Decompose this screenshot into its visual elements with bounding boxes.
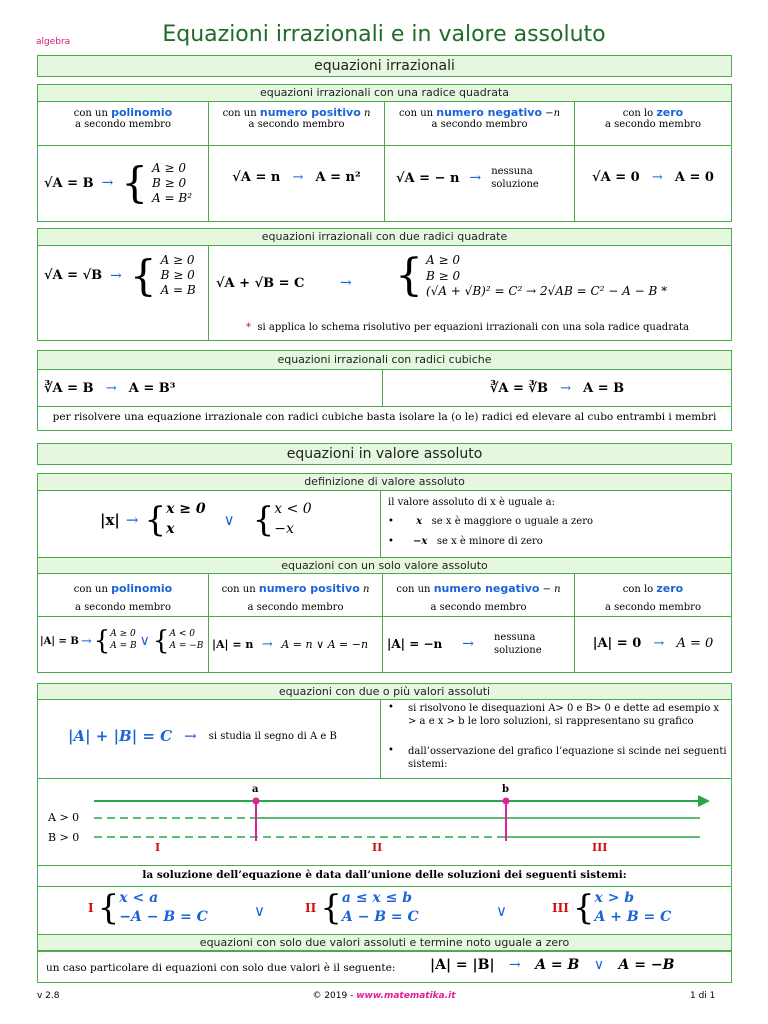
one-root-col3-head: con un numero negativo −n a secondo membro — [398, 106, 561, 130]
graph-label-b: b — [502, 784, 509, 795]
two-roots-title: equazioni irrazionali con due radici quadrate — [37, 228, 732, 246]
special-eq: |A| = |B| → A = B ∨ A = −B — [430, 957, 675, 973]
multi-bullet-1: • si risolvono le disequazioni A> 0 e B> 0 e dette ad esempio x > a e x > b le loro soluzioni, si rappresentano su grafico — [388, 702, 720, 727]
special-text: un caso particolare di equazioni con solo due valori è il seguente: — [46, 962, 396, 974]
single-c2: |A| = n → A = n ∨ A = −n — [212, 637, 369, 652]
graph-region-II: II — [372, 841, 383, 854]
section-irrazionali-title: equazioni irrazionali — [37, 55, 732, 77]
one-root-col2-head: con un numero positivo n a secondo membro — [222, 106, 371, 130]
multi-eq: |A| + |B| = C → si studia il segno di A e B — [68, 727, 337, 745]
system-III: III { x > b A + B = C — [552, 887, 672, 928]
union-text: la soluzione dell’equazione è data dall’unione delle soluzioni dei seguenti sistemi: — [142, 869, 627, 881]
definition-bullet-1: • x se x è maggiore o uguale a zero — [388, 516, 594, 527]
cubic-title: equazioni irrazionali con radici cubiche — [37, 350, 732, 370]
graph-label-a: a — [252, 784, 259, 795]
cubic-c1: ∛A = B → A = B³ — [44, 381, 176, 396]
one-root-c1: √A = B → { A ≥ 0 B ≥ 0 A = B² — [44, 158, 193, 207]
graph-region-III: III — [592, 841, 608, 854]
graph-row-A: A > 0 — [48, 811, 80, 824]
single-col4-head: con lo zero a secondo membro — [605, 582, 701, 613]
definition-intro: il valore assoluto di x è uguale a: — [388, 497, 555, 508]
sign-graph — [38, 779, 730, 865]
system-I: I { x < a −A − B = C — [88, 887, 208, 928]
topic-tag: algebra — [36, 37, 71, 47]
multi-bullet-2: • dall’osservazione del grafico l’equazione si scinde nei seguenti sistemi: — [388, 745, 727, 770]
one-root-c4: √A = 0 → A = 0 — [592, 170, 714, 185]
one-root-col4-head: con lo zero a secondo membro — [605, 106, 701, 130]
single-c4: |A| = 0 → A = 0 — [592, 636, 714, 651]
two-roots-arrow: → — [340, 275, 352, 291]
cubic-c2: ∛A = ∛B → A = B — [489, 381, 625, 396]
footer-copyright: © 2019 - www.matematika.it — [312, 991, 456, 1001]
single-col2-head: con un numero positivo n a secondo membro — [221, 582, 370, 613]
two-roots-eq2: √A + √B = C — [216, 276, 305, 291]
graph-row-B: B > 0 — [48, 831, 80, 844]
axis-arrow — [698, 795, 710, 807]
page-title: Equazioni irrazionali e in valore assoluto — [162, 22, 606, 47]
footer-page: 1 di 1 — [690, 991, 716, 1001]
or-1: ∨ — [254, 902, 265, 920]
graph-region-I: I — [155, 841, 161, 854]
two-roots-sys2: { A ≥ 0 B ≥ 0 (√A + √B)² = C² → 2√AB = C² − A − B * — [395, 250, 668, 302]
definition-formula: |x| → { x ≥ 0 x ∨ { x < 0 −x — [100, 499, 312, 540]
single-col3-head: con un numero negativo − n a secondo membro — [396, 582, 561, 613]
two-roots-c1: √A = √B → { A ≥ 0 B ≥ 0 A = B — [44, 250, 196, 300]
footer-site-link[interactable]: www.matematika.it — [356, 991, 456, 1001]
single-col1-head: con un polinomio a secondo membro — [73, 582, 173, 613]
special-title: equazioni con solo due valori assoluti e termine noto uguale a zero — [37, 934, 732, 951]
cubic-note: per risolvere una equazione irrazionale con radici cubiche basta isolare la (o le) radici ed elevare al cubo entrambi i membri — [52, 411, 717, 423]
two-roots-note: * si applica lo schema risolutivo per equazioni irrazionali con una sola radice quadrata — [246, 322, 689, 333]
footer-version: v 2.8 — [37, 991, 60, 1001]
multi-abs-title: equazioni con due o più valori assoluti — [37, 683, 732, 700]
single-abs-title: equazioni con un solo valore assoluto — [37, 557, 732, 574]
one-root-title: equazioni irrazionali con una radice quadrata — [37, 84, 732, 102]
one-root-col1-head: con un polinomio a secondo membro — [73, 106, 173, 130]
system-II: II { a ≤ x ≤ b A − B = C — [305, 887, 419, 928]
one-root-c3: √A = − n → nessuna soluzione — [396, 166, 539, 190]
one-root-c2: √A = n → A = n² — [232, 170, 361, 185]
single-c3: |A| = −n → nessuna soluzione — [387, 632, 542, 656]
section-abs-title: equazioni in valore assoluto — [37, 443, 732, 465]
definition-bullet-2: • −x se x è minore di zero — [388, 536, 543, 547]
or-2: ∨ — [496, 902, 507, 920]
single-c1: |A| = B → { A ≥ 0 A = B ∨ { A < 0 A = −B — [40, 626, 204, 656]
definition-title: definizione di valore assoluto — [37, 473, 732, 491]
